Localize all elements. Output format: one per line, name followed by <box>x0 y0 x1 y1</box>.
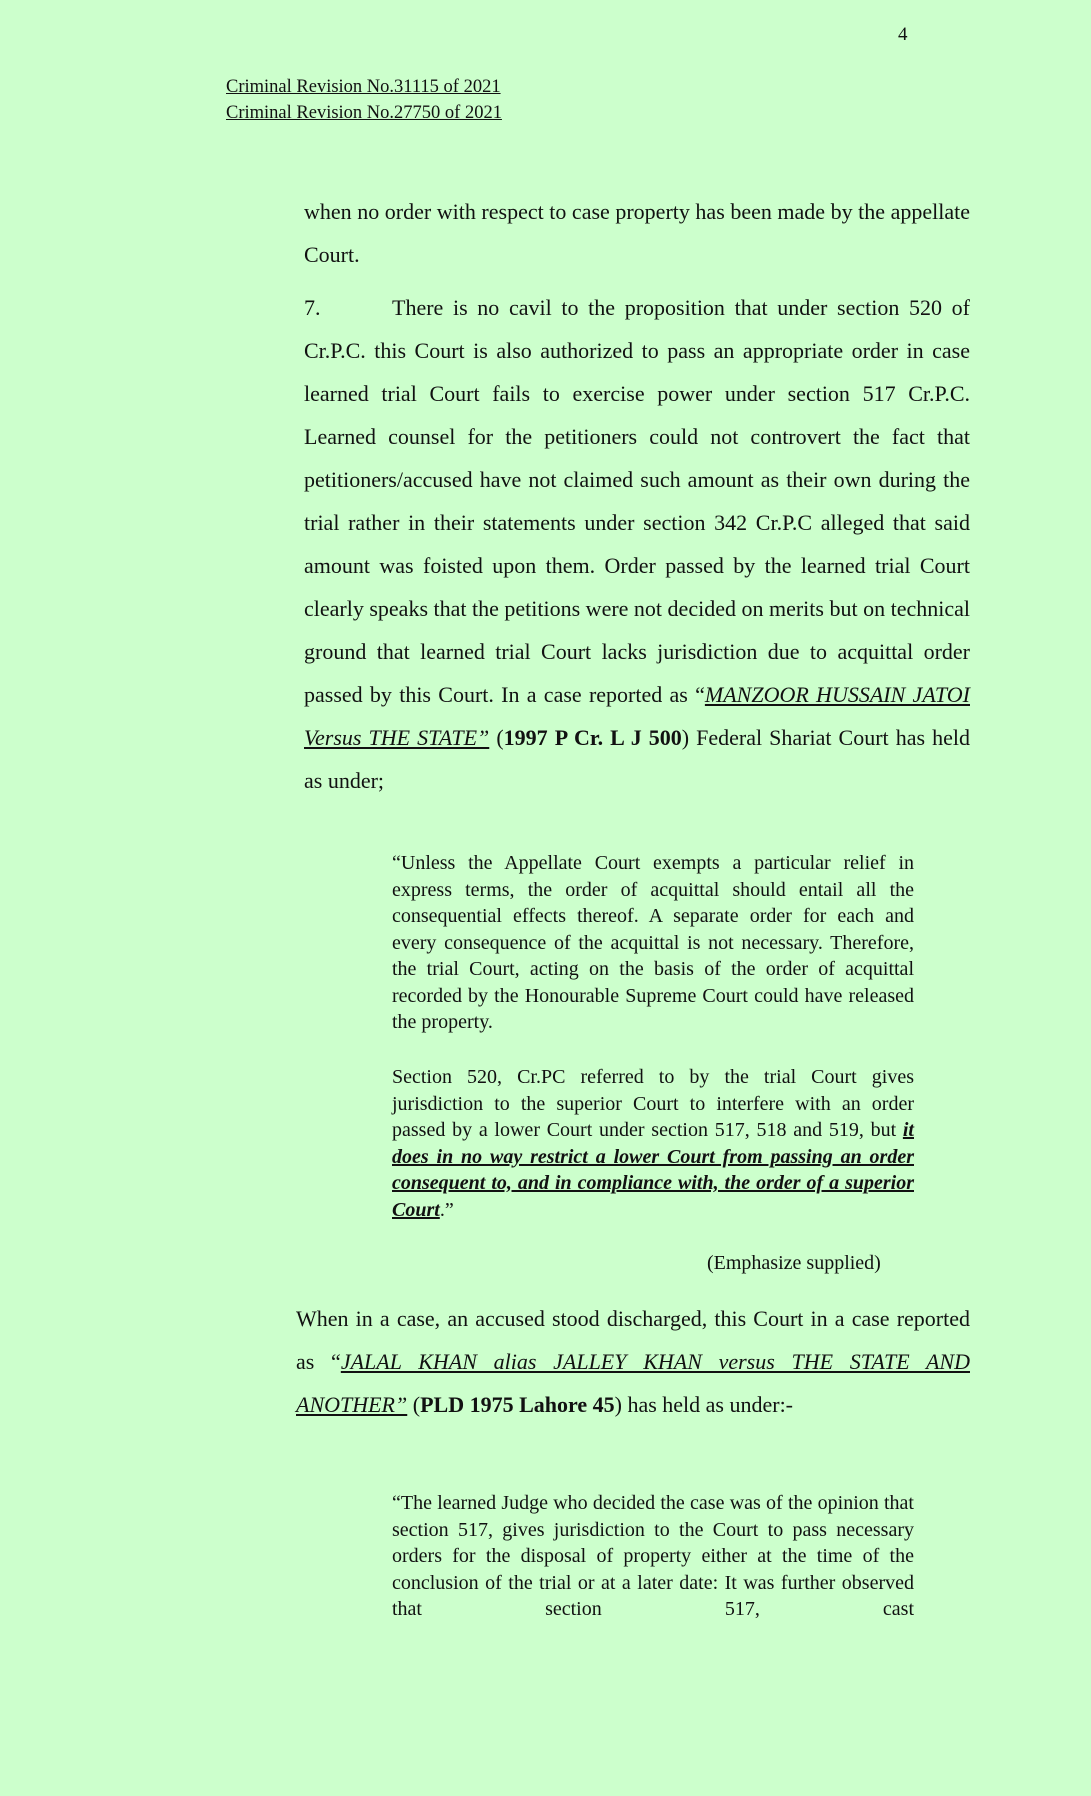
paragraph-3-text-b: ) has held as under:- <box>614 1392 794 1417</box>
paragraph-7-text-a: There is no cavil to the proposition that under section 520 of Cr.P.C. this Court is also authorized to pass an appropriate order in case learned trial Court fails to exercise power under section 517 Cr.P.C. Learned counsel for the petitioners could not controvert the fact that petitioners/accused have not claimed such amount as their own during the trial rather in their statements under section 342 Cr.P.C alleged that said amount was foisted upon them. Order passed by the learned trial Court clearly speaks that the petitions were not decided on merits but on technical ground that learned trial Court lacks jurisdiction due to acquittal order passed by this Court. In a case reported as “ <box>304 295 970 707</box>
case-number-line-2: Criminal Revision No.27750 of 2021 <box>226 103 502 123</box>
case-name-manzoor: MANZOOR HUSSAIN JATOI Versus THE STATE” <box>304 682 970 750</box>
paragraph-continuation-text: when no order with respect to case property has been made by the appellate Court. <box>304 199 970 267</box>
block-quote-2-emphasis: it does in no way restrict a lower Court from passing an order consequent to, and in compliance with, the order of a superior Court <box>392 1119 914 1221</box>
case-number-line-1: Criminal Revision No.31115 of 2021 <box>226 77 501 97</box>
paragraph-7-text-b: ) Federal Shariat Court has held as under; <box>304 725 970 793</box>
citation-pld-1975: PLD 1975 Lahore 45 <box>420 1392 615 1417</box>
paragraph-number: 7. <box>304 295 321 320</box>
citation-open: ( <box>489 725 504 750</box>
block-quote-3 <box>392 1490 914 1623</box>
emphasis-note: (Emphasize supplied) <box>707 1252 881 1274</box>
block-quote-1-text: “Unless the Appellate Court exempts a particular relief in express terms, the order of acquittal should entail all the consequential effects thereof. A separate order for each and every consequence of the acquittal is not necessary. Therefore, the trial Court, acting on the basis of the order of acquittal recorded by the Honourable Supreme Court could have released the property. <box>392 852 914 1033</box>
paragraph-continuation <box>304 190 970 276</box>
case-header <box>226 74 502 126</box>
paragraph-7 <box>304 286 970 802</box>
block-quote-2-text-b: .” <box>439 1198 454 1221</box>
paragraph-3-text-a: When in a case, an accused stood discharged, this Court in a case reported as “ <box>296 1306 970 1374</box>
block-quote-3-text: “The learned Judge who decided the case was of the opinion that section 517, gives jurisdiction to the Court to pass necessary orders for the disposal of property either at the time of the conclusion of the trial or at a later date: It was further observed that section 517, cast <box>392 1492 914 1620</box>
block-quote-1 <box>392 850 914 1036</box>
page-number: 4 <box>898 24 908 45</box>
citation-open-2: ( <box>407 1392 421 1417</box>
paragraph-jalal-khan <box>296 1297 970 1426</box>
citation-1997: 1997 P Cr. L J 500 <box>503 725 682 750</box>
block-quote-2-text-a: Section 520, Cr.PC referred to by the trial Court gives jurisdiction to the superior Court to interfere with an order passed by a lower Court under section 517, 518 and 519, but <box>392 1066 914 1141</box>
block-quote-2 <box>392 1064 914 1223</box>
case-name-jalal-khan: JALAL KHAN alias JALLEY KHAN versus THE STATE AND ANOTHER” <box>296 1349 970 1417</box>
